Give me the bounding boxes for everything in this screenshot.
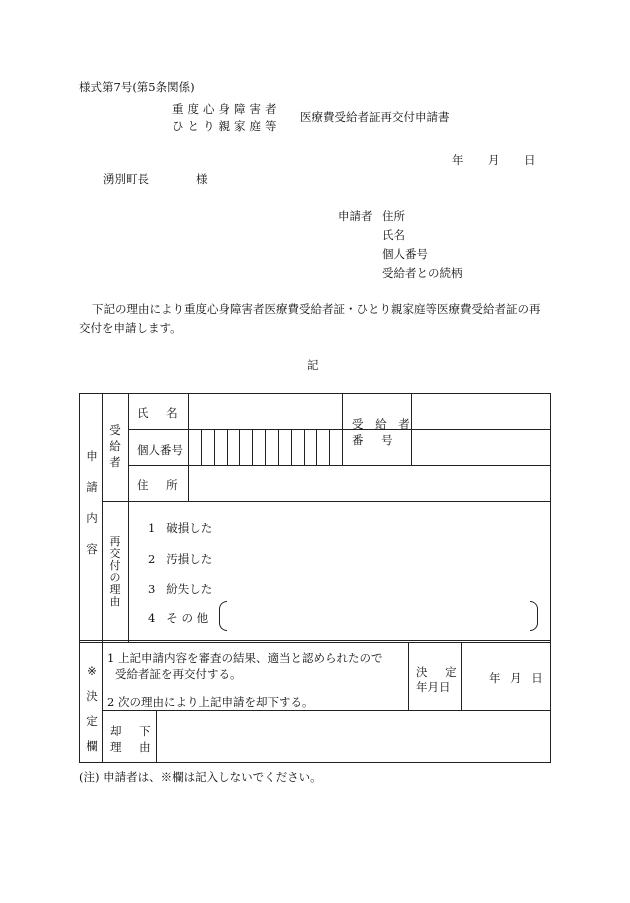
date-month: 月	[488, 153, 500, 167]
ki-heading: 記	[307, 358, 319, 372]
applicant-field-number: 個人番号	[382, 247, 428, 261]
other-reason-close-bracket	[530, 601, 538, 631]
footnote: (注) 申請者は、※欄は記入しないでください。	[79, 770, 322, 784]
form-number: 様式第7号(第5条関係)	[79, 80, 195, 94]
applicant-field-name: 氏名	[382, 228, 405, 242]
title-line1: 重度心身障害者	[172, 102, 281, 116]
personal-number-cell-divider	[291, 429, 292, 465]
reason-1: 1 破損した	[148, 521, 213, 535]
reason-4: 4 そ の 他	[148, 611, 209, 625]
personal-number-cell-divider	[201, 429, 202, 465]
date-day: 日	[524, 153, 536, 167]
application-form-table	[79, 393, 551, 763]
decision-option-1-line2: 受給者証を再交付する。	[115, 667, 242, 681]
address-label: 住 所	[137, 478, 185, 492]
decision-option-2: 2 次の理由により上記申請を却下する。	[107, 695, 314, 709]
name-label: 氏 名	[137, 406, 185, 420]
reissue-reason-label: 再 交 付 の 理 由	[109, 535, 121, 608]
rejection-reason-label-1: 却 下	[110, 724, 158, 738]
decision-date-label-1: 決 定	[416, 665, 464, 679]
decision-option-1-line1: 1 上記申請内容を審査の結果、適当と認められたので	[107, 651, 383, 665]
title-suffix: 医療費受給者証再交付申請書	[300, 110, 450, 124]
recipient-number-label-1: 受 給 者	[352, 417, 414, 431]
personal-number-cell-divider	[304, 429, 305, 465]
applicant-field-relation: 受給者との続柄	[382, 266, 463, 280]
personal-number-cell-divider	[252, 429, 253, 465]
body-line1: 下記の理由により重度心身障害者医療費受給者証・ひとり親家庭等医療費受給者証の再	[92, 302, 541, 316]
rejection-reason-label-2: 理 由	[110, 740, 158, 754]
recipient-number-label-2: 番 号	[352, 433, 400, 447]
addressee-honorific: 様	[196, 172, 208, 186]
personal-number-cell-divider	[214, 429, 215, 465]
section-request-label: 申 請 内 容	[86, 449, 98, 556]
date-year: 年	[452, 153, 464, 167]
recipient-label: 受 給 者	[109, 423, 121, 469]
body-line2: 交付を申請します。	[79, 321, 182, 335]
personal-number-cell-divider	[265, 429, 266, 465]
reason-2: 2 汚損した	[148, 552, 213, 566]
personal-number-label: 個人番号	[137, 443, 183, 457]
applicant-label: 申請者	[338, 209, 373, 223]
personal-number-cell-divider	[316, 429, 317, 465]
personal-number-cell-divider	[278, 429, 279, 465]
title-line2: ひとり親家庭等	[172, 119, 281, 133]
reason-3: 3 紛失した	[148, 582, 213, 596]
other-reason-open-bracket	[219, 601, 227, 631]
personal-number-cell-divider	[239, 429, 240, 465]
decision-section-label: ※ 決 定 欄	[86, 664, 98, 753]
decision-date: 年 月 日	[489, 671, 543, 685]
personal-number-cell-divider	[227, 429, 228, 465]
applicant-field-address: 住所	[382, 209, 405, 223]
addressee-name: 湧別町長	[103, 172, 149, 186]
personal-number-cell-divider	[329, 429, 330, 465]
decision-date-label-2: 年月日	[416, 680, 451, 694]
